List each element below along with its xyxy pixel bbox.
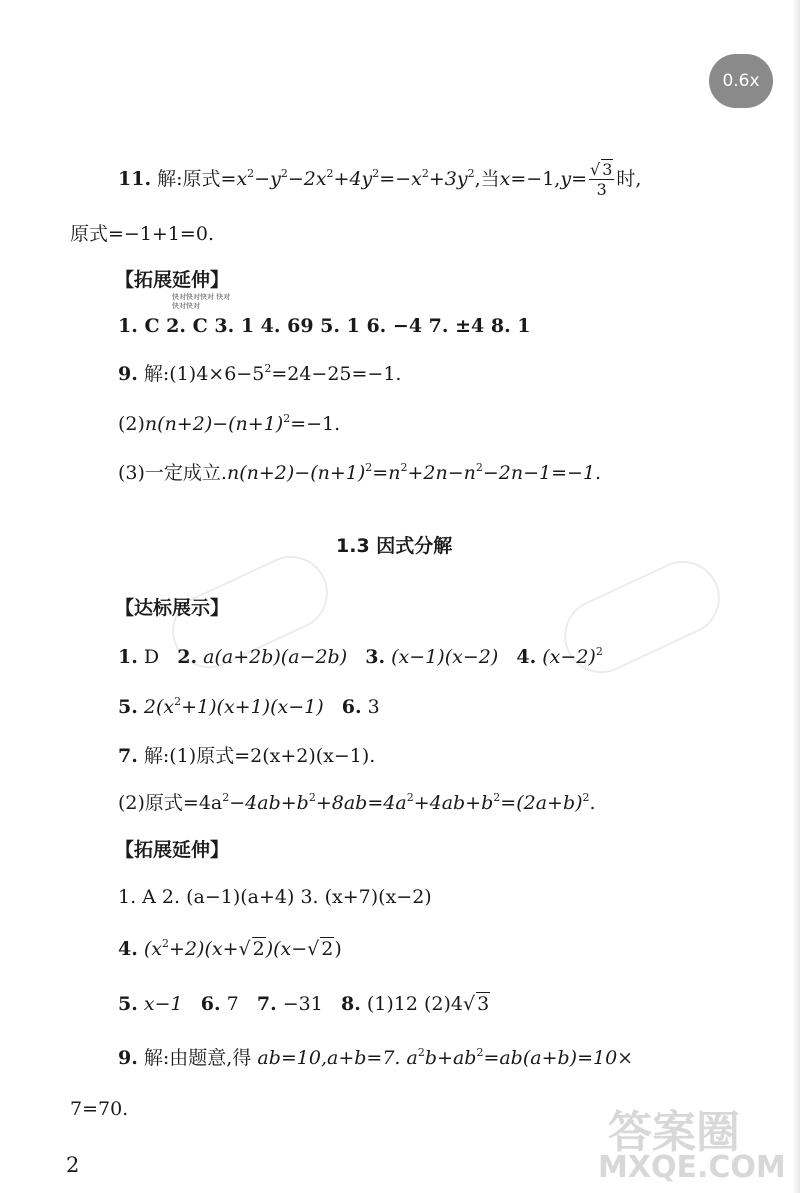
answers-1-3-line: 1. A 2. (a−1)(a+4) 3. (x+7)(x−2) bbox=[118, 886, 432, 908]
answers-1-4-line: 1. D 2. a(a+2b)(a−2b) 3. (x−1)(x−2) 4. $(x-2)^2$ bbox=[118, 645, 603, 668]
watermark-url: MXQE.COM bbox=[598, 1150, 786, 1185]
section-heading-standard: 【达标展示】 bbox=[115, 597, 230, 619]
answer-9-1-line: 9. 解$:(1)4\times 6-5^2=24-25=-1$. bbox=[118, 362, 402, 385]
tiny-watermark-text: 快对快对快对 快对快对快对 bbox=[172, 293, 231, 310]
answer-7-1-line: 7. 解:(1)原式=2(x+2)(x−1). bbox=[118, 745, 376, 767]
section-heading-extension-2: 【拓展延伸】 bbox=[115, 839, 230, 861]
watermark-logo-text: 答案圈 bbox=[608, 1107, 740, 1158]
answer-9-2-line: $(2)n(n+2)-(n+1)^2=-1$. bbox=[118, 412, 341, 435]
question-number: 11. bbox=[118, 168, 152, 190]
fraction-sqrt3-over-3: $\frac{√ 3}{3}$ bbox=[590, 160, 613, 199]
sqrt-3: √ 3 bbox=[463, 993, 490, 1015]
sqrt-2-a: √ 2 bbox=[238, 938, 265, 960]
answers-5-6-line: 5. $2(x^2+1)(x+1)(x-1)$ 6. 3 bbox=[118, 695, 380, 718]
answer-11-line: 11. 解:原式$=x^2-y^2-2x^2+4y^2=-x^2+3y^2$,当x=−1,y= $\frac{√ 3}{3}$ 时, bbox=[118, 160, 642, 199]
answers-1-8-line: 1. C 2. C 3. 1 4. 69 5. 1 6. −4 7. ±4 8. 1 bbox=[118, 315, 531, 337]
answer-9-continuation: 7=70. bbox=[70, 1098, 129, 1120]
answer-7-2-line: (2)原式$=4a^2-4ab+b^2+8ab=4a^2+4ab+b^2=(2a+b)^2$. bbox=[118, 791, 596, 814]
answer-9-line: 9. 解:由题意,得 ab=10,a+b=7. $a^2b+ab^2=ab(a+b)=10\times$ bbox=[118, 1046, 634, 1069]
answer-9-3-line: (3)一定成立$.n(n+2)-(n+1)^2=n^2+2n-n^2-2n-1=-1$. bbox=[118, 461, 602, 484]
answer-4-line: 4. $(x^2+2)(x+√$ 2)(x−√ 2) bbox=[118, 937, 342, 960]
answers-5-8-line: 5. x−1 6. 7 7. −31 8. (1)12 (2)4√ 3 bbox=[118, 993, 490, 1015]
page-number: 2 bbox=[66, 1153, 80, 1177]
playback-speed-button[interactable] bbox=[709, 54, 773, 108]
answer-11-continuation: 原式=−1+1=0. bbox=[70, 223, 214, 245]
scan-edge-shadow bbox=[792, 0, 800, 1193]
section-heading-extension: 【拓展延伸】 bbox=[115, 269, 230, 291]
sqrt-2-b: √ 2 bbox=[307, 938, 334, 960]
playback-speed-label: 0.6x bbox=[722, 71, 760, 91]
section-title: 1.3 因式分解 bbox=[336, 535, 453, 557]
